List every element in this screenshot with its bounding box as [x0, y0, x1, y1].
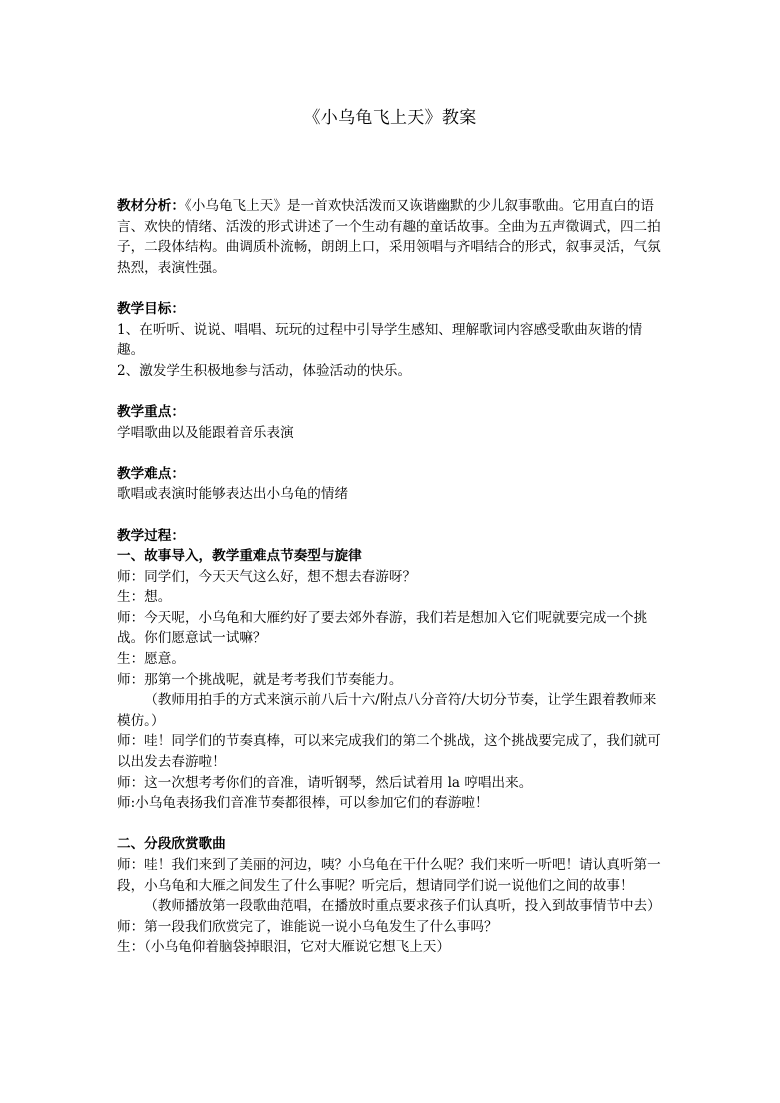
spacer	[117, 443, 665, 464]
dialogue-line: 师：第一段我们欣赏完了，谁能说一说小乌龟发生了什么事吗？	[117, 918, 498, 935]
dialogue-line: 生：（小乌龟仰着脑袋掉眼泪，它对大雁说它想飞上天）	[117, 939, 451, 956]
section1-heading: 一、故事导入，教学重难点节奏型与旋律	[117, 548, 362, 565]
dialogue-line: 师：今天呢，小乌龟和大雁约好了要去郊外春游，我们若是想加入它们呢就要完成一个挑战。你们愿意试一试嘛？	[117, 609, 648, 647]
page-title: 《小乌龟飞上天》教案	[303, 108, 477, 128]
difficulty-text: 歌唱或表演时能够表达出小乌龟的情绪	[117, 486, 349, 503]
spacer	[117, 814, 665, 835]
dialogue-line: 师：哇！同学们的节奏真棒，可以来完成我们的第二个挑战，这个挑战要完成了，我们就可以出发去春游啦！	[117, 733, 661, 771]
goal-item-1: 1、在听听、说说、唱唱、玩玩的过程中引导学生感知、理解歌词内容感受歌曲灰谐的情趣。	[117, 321, 643, 359]
teacher-note: （教师用拍手的方式来演示前八后十六/附点八分音符/大切分节奏，让学生跟着教师来模仿。）	[117, 692, 657, 729]
dialogue-line: 师:小乌龟表扬我们音准节奏都很棒，可以参加它们的春游啦！	[117, 795, 489, 812]
analysis-text: 《小乌龟飞上天》是一首欢快活泼而又诙谐幽默的少儿叙事歌曲。它用直白的语言、欢快的情绪、活泼的形式讲述了一个生动有趣的童话故事。全曲为五声徵调式，四二拍子，二段体结构。曲调质朴流畅，朗朗上口，采用领唱与齐唱结合的形式，叙事灵活，气氛热烈，表演性强。	[117, 198, 661, 276]
dialogue-line: 师：同学们，今天天气这么好，想不想去春游呀？	[117, 568, 417, 585]
dialogue-line: 师：那第一个挑战呢，就是考考我们节奏能力。	[117, 671, 403, 688]
difficulty-heading: 教学难点：	[117, 465, 185, 482]
focus-text: 学唱歌曲以及能跟着音乐表演	[117, 424, 294, 441]
goal-item-2: 2、激发学生积极地参与活动，体验活动的快乐。	[117, 362, 412, 379]
dialogue-line: 生：愿意。	[117, 651, 185, 668]
dialogue-line: 师：这一次想考考你们的音准，请听钢琴，然后试着用 la 哼唱出来。	[117, 774, 533, 791]
dialogue-line: 生：想。	[117, 589, 172, 606]
process-heading: 教学过程：	[117, 527, 185, 544]
spacer	[117, 505, 665, 526]
analysis-label: 教材分析：	[117, 198, 185, 214]
analysis-paragraph	[117, 196, 665, 278]
spacer	[117, 381, 665, 402]
teacher-note: （教师播放第一段歌曲范唱，在播放时重点要求孩子们认真听，投入到故事情节中去）	[144, 898, 661, 915]
dialogue-line: 师：哇！我们来到了美丽的河边，咦？小乌龟在干什么呢？我们来听一听吧！请认真听第一段，小乌龟和大雁之间发生了什么事呢？听完后，想请同学们说一说他们之间的故事！	[117, 857, 661, 894]
document-body	[117, 196, 665, 958]
section2-heading: 二、分段欣赏歌曲	[117, 836, 226, 853]
spacer	[117, 278, 665, 299]
focus-heading: 教学重点：	[117, 403, 185, 420]
goals-heading: 教学目标：	[117, 300, 185, 317]
